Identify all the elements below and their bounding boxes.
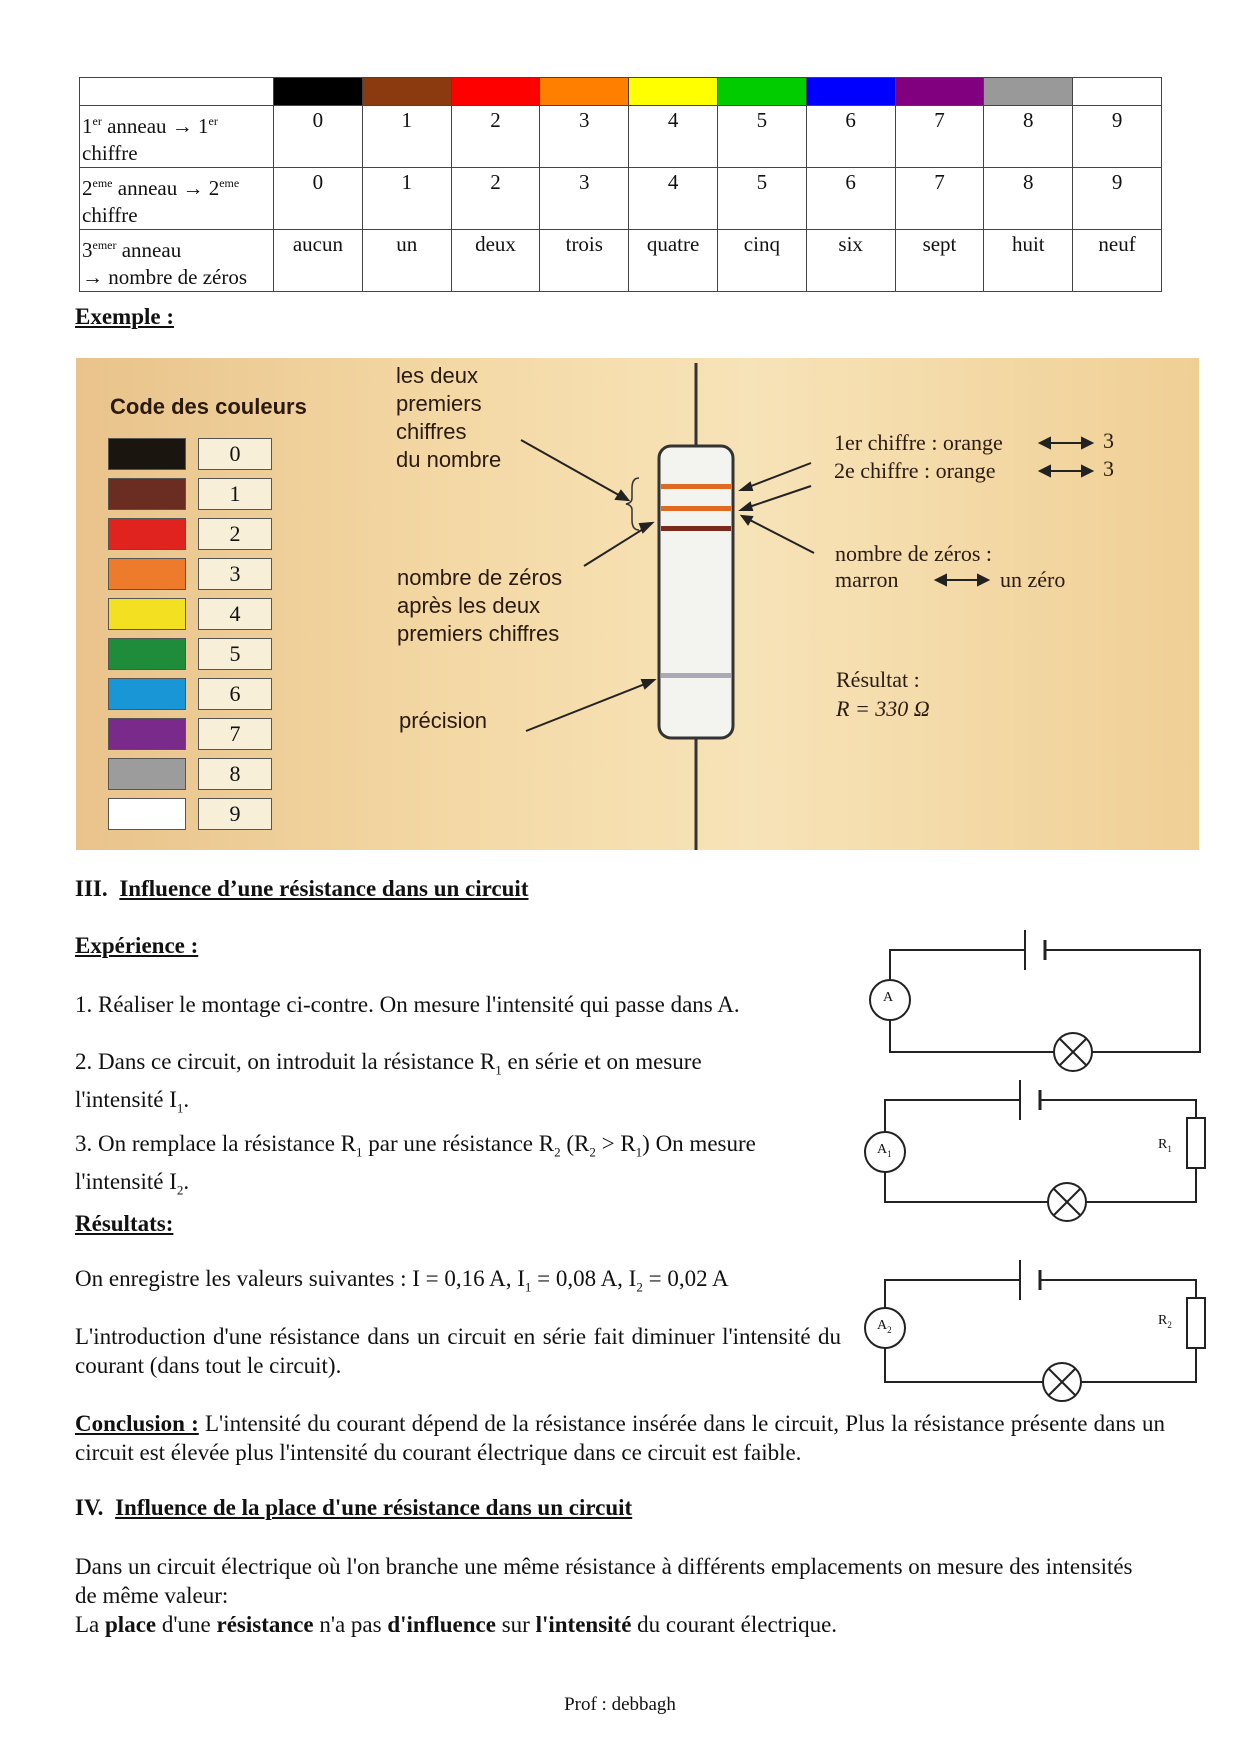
table-cell: 6: [806, 168, 895, 230]
code-digit: 6: [198, 678, 272, 710]
code-digit: 9: [198, 798, 272, 830]
table-cell: 8: [984, 168, 1073, 230]
table-cell: 4: [629, 168, 718, 230]
swatch-7: [895, 78, 984, 106]
circuit-3-resistor-label: $R_2$: [1158, 1313, 1172, 1330]
resistor-r2-icon: [1187, 1298, 1205, 1348]
label-first-digits: [396, 362, 501, 474]
circuit-2-meter-label: $A_1$: [877, 1142, 892, 1159]
zeros-label: nombre de zéros :: [835, 541, 992, 566]
table-cell: 6: [806, 106, 895, 168]
circuit-2: [865, 1080, 1205, 1221]
table-cell: 3: [540, 168, 629, 230]
step-2: 2. Dans ce circuit, on introduit la résistance $R_1$ en série et on mesure l'intensité $I_1$.: [75, 1049, 702, 1116]
code-digit: 8: [198, 758, 272, 790]
table-cell: 4: [629, 106, 718, 168]
section-4-number: IV.: [75, 1495, 104, 1520]
section-4-title: Influence de la place d'une résistance dans un circuit: [115, 1495, 633, 1520]
table-corner-cell: [80, 78, 274, 106]
table-cell: quatre: [629, 230, 718, 292]
experience-heading: Expérience :: [75, 933, 199, 958]
zeros-count: un zéro: [1000, 567, 1066, 592]
color-code-table: [79, 77, 1162, 292]
step-1: 1. Réaliser le montage ci-contre. On mesure l'intensité qui passe dans A.: [75, 992, 740, 1017]
resistor-band-2: [661, 506, 731, 511]
resistor-example-figure: [76, 358, 1199, 850]
results-text: L'introduction d'une résistance dans un circuit en série fait diminuer l'intensité du courant (dans tout le circuit).: [75, 1324, 841, 1378]
result-label: Résultat :: [836, 667, 920, 692]
resistor-band-3: [661, 526, 731, 531]
label-line: chiffres: [396, 419, 467, 444]
table-cell: 8: [984, 106, 1073, 168]
code-digit: 7: [198, 718, 272, 750]
table-cell: six: [806, 230, 895, 292]
label-line: premiers: [396, 391, 482, 416]
section-3-title: Influence d’une résistance dans un circuit: [119, 876, 529, 901]
swatch-3: [540, 78, 629, 106]
swatch-4: [629, 78, 718, 106]
table-cell: 1: [362, 106, 451, 168]
table-cell: 9: [1073, 168, 1162, 230]
code-title: Code des couleurs: [110, 394, 307, 419]
swatch-1: [362, 78, 451, 106]
results-heading: Résultats:: [75, 1211, 174, 1236]
table-cell: 5: [717, 106, 806, 168]
table-cell: deux: [451, 230, 540, 292]
color-swatch-row: [80, 78, 1162, 106]
footer: Prof : debbagh: [564, 1694, 676, 1715]
section-4-text: Dans un circuit électrique où l'on branche une même résistance à différents emplacements on mesure des intensités de même valeur:: [75, 1554, 1133, 1608]
circuit-3: [865, 1260, 1205, 1401]
conclusion-label: Conclusion :: [75, 1411, 199, 1436]
second-ring-label: 2eme anneau → 2eme chiffre: [80, 168, 274, 230]
circuit-1: [870, 930, 1200, 1071]
label-line: du nombre: [396, 447, 502, 472]
resistor-r1-icon: [1187, 1118, 1205, 1168]
table-cell: un: [362, 230, 451, 292]
table-cell: 7: [895, 168, 984, 230]
table-cell: 3: [540, 106, 629, 168]
table-cell: 2: [451, 106, 540, 168]
swatch-9: [1073, 78, 1162, 106]
code-digit: 3: [198, 558, 272, 590]
table-cell: huit: [984, 230, 1073, 292]
first-ring-row: [80, 106, 1162, 168]
section-4-heading: [75, 1495, 632, 1521]
table-cell: cinq: [717, 230, 806, 292]
table-cell: trois: [540, 230, 629, 292]
swatch-2: [451, 78, 540, 106]
first-ring-label: 1er anneau → 1er chiffre: [80, 106, 274, 168]
label-zeros: [397, 564, 562, 648]
code-digit: 4: [198, 598, 272, 630]
results-values: On enregistre les valeurs suivantes : I = 0,16 A, $I_1 = 0,08$ A, $I_2 = 0,02$ A: [75, 1266, 729, 1295]
resistor-drawing: [76, 358, 1199, 850]
circuit-3-meter-label: $A_2$: [877, 1318, 892, 1335]
table-cell: 7: [895, 106, 984, 168]
resistor-body: [659, 446, 733, 738]
zeros-color: marron: [835, 567, 899, 592]
circuit-2-resistor-label: $R_1$: [1158, 1137, 1172, 1154]
table-cell: 5: [717, 168, 806, 230]
section-3-heading: [75, 876, 529, 902]
result-value: R = 330 Ω: [836, 696, 930, 721]
section-4-law: La place d'une résistance n'a pas d'influence sur l'intensité du courant électrique.: [75, 1612, 838, 1637]
table-cell: 9: [1073, 106, 1162, 168]
table-cell: 2: [451, 168, 540, 230]
step-3: 3. On remplace la résistance $R_1$ par une résistance $R_2$ $(R_2 > R_1)$ On mesure l'intensité $I_2$.: [75, 1131, 756, 1198]
third-ring-label: $3^{emer}$ anneau → nombre de zéros: [80, 230, 274, 292]
swatch-5: [717, 78, 806, 106]
label-precision: précision: [399, 708, 488, 733]
table-cell: aucun: [274, 230, 363, 292]
conclusion-text: L'intensité du courant dépend de la résistance insérée dans le circuit, Plus la résistance présente dans un circuit est élevée plus l'intensité du courant électrique dans ce circuit est faible.: [75, 1411, 1165, 1465]
second-digit-value: 3: [1103, 456, 1114, 481]
code-digit: 5: [198, 638, 272, 670]
second-ring-row: [80, 168, 1162, 230]
first-digit-value: 3: [1103, 428, 1114, 453]
swatch-0: [274, 78, 363, 106]
second-digit-label: 2e chiffre : orange: [834, 458, 996, 483]
label-line: nombre de zéros: [397, 565, 563, 590]
exemple-heading: Exemple :: [75, 304, 175, 329]
swatch-8: [984, 78, 1073, 106]
swatch-6: [806, 78, 895, 106]
circuit-diagrams: [860, 920, 1210, 1420]
table-cell: neuf: [1073, 230, 1162, 292]
label-line: après les deux: [397, 593, 541, 618]
code-digit: 1: [198, 478, 272, 510]
table-cell: 1: [362, 168, 451, 230]
code-digit: 0: [198, 438, 272, 470]
resistor-band-1: [661, 484, 731, 489]
circuit-1-meter-label: A: [883, 990, 894, 1005]
section-3-number: III.: [75, 876, 108, 901]
resistor-band-4: [661, 673, 731, 678]
table-cell: 0: [274, 168, 363, 230]
third-ring-row: [80, 230, 1162, 292]
table-cell: sept: [895, 230, 984, 292]
code-digit: 2: [198, 518, 272, 550]
label-line: premiers chiffres: [397, 621, 560, 646]
table-cell: 0: [274, 106, 363, 168]
label-line: les deux: [396, 363, 478, 388]
first-digit-label: 1er chiffre : orange: [834, 430, 1003, 455]
brace: [626, 478, 639, 530]
